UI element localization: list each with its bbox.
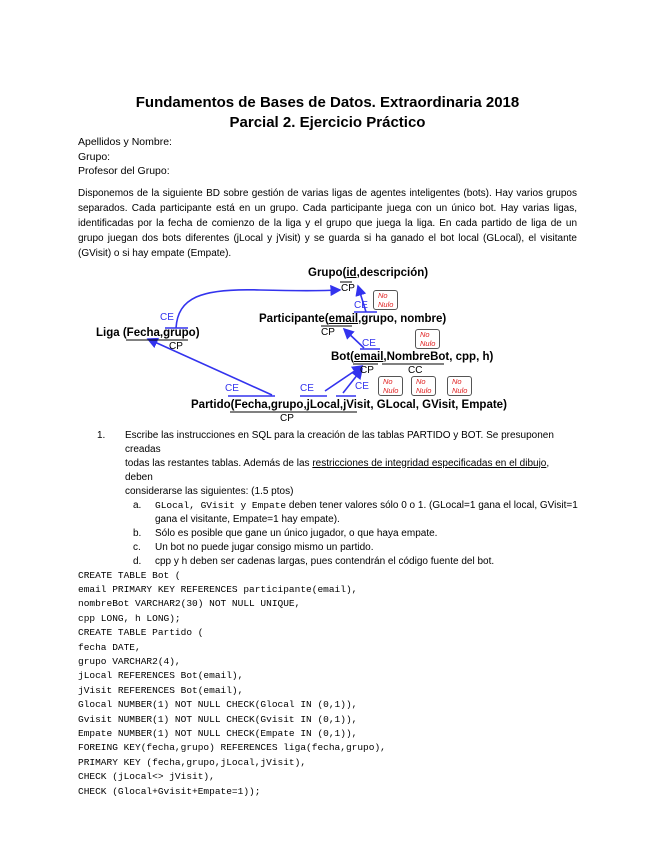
requirement-b: Sólo es posible que gane un único jugador, o que haya empate.: [155, 527, 438, 539]
entity-bot: Bot(email,NombreBot, cpp, h): [331, 350, 494, 363]
entity-liga: Liga (Fecha,grupo): [96, 326, 200, 339]
document-subtitle: Parcial 2. Ejercicio Práctico: [229, 114, 426, 131]
student-fields: [78, 135, 655, 179]
fk-label: CE: [354, 299, 368, 311]
pk-label-bot: CP: [360, 364, 374, 376]
fk-label: CE: [355, 380, 369, 392]
fk-arrow-partido-liga: [148, 339, 272, 395]
fk-label: CE: [160, 311, 174, 323]
not-null-note: No Nulo: [447, 376, 472, 396]
requirement-d: cpp y h deben ser cadenas largas, pues contendrán el código fuente del bot.: [155, 555, 495, 567]
code-line: fecha DATE,: [78, 641, 141, 653]
code-line: Glocal NUMBER(1) NOT NULL CHECK(Glocal IN (0,1)),: [78, 699, 358, 711]
document-title: Fundamentos de Bases de Datos. Extraordinaria 2018: [135, 94, 520, 111]
code-line: Gvisit NUMBER(1) NOT NULL CHECK(Gvisit IN (0,1)),: [78, 713, 358, 725]
not-null-note: No Nulo: [411, 376, 436, 396]
code-line: nombreBot VARCHAR2(30) NOT NULL UNIQUE,: [78, 598, 301, 610]
code-line: jLocal REFERENCES Bot(email),: [78, 670, 244, 682]
code-line: jVisit REFERENCES Bot(email),: [78, 684, 244, 696]
code-line: PRIMARY KEY (fecha,grupo,jLocal,jVisit),: [78, 756, 307, 768]
code-line: grupo VARCHAR2(4),: [78, 655, 181, 667]
question-number: 1.: [97, 429, 106, 441]
fk-label: CE: [362, 337, 376, 349]
item-letter: b.: [133, 527, 142, 539]
fk-label: CE: [300, 382, 314, 394]
code-line: Empate NUMBER(1) NOT NULL CHECK(Empate IN (0,1)),: [78, 727, 358, 739]
entity-partido: Partido(Fecha,grupo,jLocal,jVisit, GLocal, GVisit, Empate): [191, 398, 507, 411]
fk-label: CE: [225, 382, 239, 394]
question-text: Escribe las instrucciones en SQL para la creación de las tablas PARTIDO y BOT. Se presuponen creadas todas las restantes tablas. Además de las restricciones de integridad especificadas en el dibujo, deben considerarse las siguientes: (1.5 ptos): [125, 429, 554, 497]
code-line: email PRIMARY KEY REFERENCES participante(email),: [78, 583, 358, 595]
pk-label-partido: CP: [280, 412, 294, 424]
entity-participante: Participante(email,grupo, nombre): [259, 312, 447, 325]
code-line: CHECK (Glocal+Gvisit+Empate=1));: [78, 785, 261, 797]
pk-label-grupo: CP: [341, 282, 355, 294]
code-line: FOREING KEY(fecha,grupo) REFERENCES liga(fecha,grupo),: [78, 742, 386, 754]
item-letter: c.: [133, 541, 141, 553]
code-line: CREATE TABLE Bot (: [78, 569, 181, 581]
schema-diagram: [0, 263, 655, 423]
fk-arrow-bot-participante: [344, 329, 364, 348]
requirement-c: Un bot no puede jugar consigo mismo un partido.: [155, 541, 374, 553]
sql-answer: [78, 569, 655, 800]
field-group-label: Grupo:: [78, 150, 111, 163]
field-teacher-label: Profesor del Grupo:: [78, 165, 170, 177]
field-name-label: Apellidos y Nombre:: [78, 136, 172, 148]
question-block: [0, 429, 655, 569]
requirement-a: GLocal, GVisit y Empate deben tener valores sólo 0 o 1. (GLocal=1 gana el local, GVisit=1 gana el visitante, Empate=1 hay empate).: [155, 499, 578, 525]
ck-label-bot: CC: [408, 364, 423, 376]
code-line: CHECK (jLocal<> jVisit),: [78, 771, 215, 783]
pk-label-liga: CP: [169, 340, 183, 352]
pk-label-participante: CP: [321, 326, 335, 338]
not-null-note: No Nulo: [373, 290, 398, 310]
not-null-note: No Nulo: [415, 329, 440, 349]
entity-grupo: Grupo(id,descripción): [308, 266, 429, 279]
not-null-note: No Nulo: [378, 376, 403, 396]
code-line: CREATE TABLE Partido (: [78, 627, 204, 639]
code-line: cpp LONG, h LONG);: [78, 612, 181, 624]
item-letter: d.: [133, 555, 142, 567]
intro-paragraph: Disponemos de la siguiente BD sobre gestión de varias ligas de agentes inteligentes (bots). Hay varios grupos separados. Cada participante está en un grupo. Cada participante juega con un único bot. Hay varias ligas, identificadas por la fecha de comienzo de la liga y el grupo que juega la liga. En cada partido de liga de un grupo juegan dos bots diferentes (jLocal y jVisit) y se guarda si ha ganado el bot local (GLocal), el visitante (GVisit) o si hay empate (Empate).: [78, 187, 577, 259]
item-letter: a.: [133, 499, 142, 511]
